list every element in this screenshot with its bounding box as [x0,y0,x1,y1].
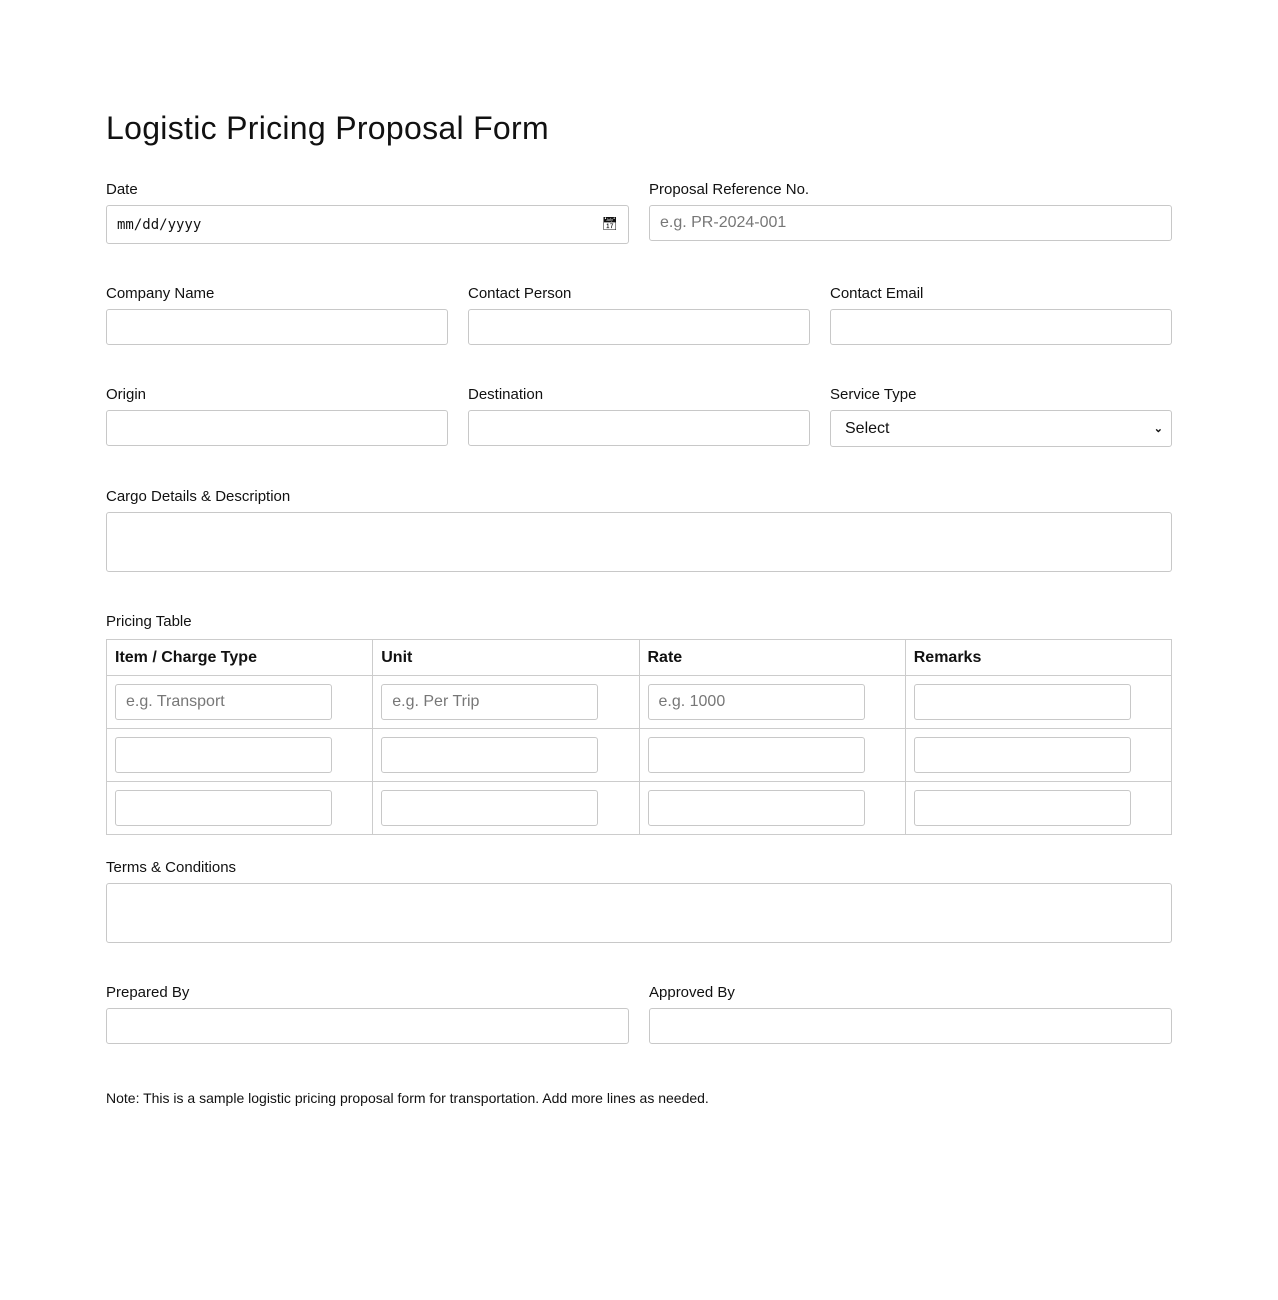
company-input[interactable] [106,309,448,345]
table-row [107,782,1172,835]
calendar-icon[interactable]: 📅︎ [601,217,618,232]
chevron-down-icon: ⌄ [1153,423,1163,435]
pricing-table [106,639,1172,835]
remarks-input[interactable] [914,684,1131,720]
rate-input[interactable] [648,790,865,826]
terms-textarea[interactable] [106,883,1172,943]
destination-label: Destination [468,386,544,403]
approved-label: Approved By [649,984,735,1001]
email-input[interactable] [830,309,1172,345]
cargo-textarea[interactable] [106,512,1172,572]
col-remarks: Remarks [905,640,1171,676]
pricing-label: Pricing Table [106,613,192,630]
table-row [107,729,1172,782]
service-label: Service Type [830,386,917,403]
item-input[interactable] [115,790,332,826]
rate-input[interactable] [648,737,865,773]
service-value: Select [845,419,890,437]
date-label: Date [106,181,138,198]
terms-label: Terms & Conditions [106,859,237,876]
table-row [107,676,1172,729]
rate-input[interactable]: e.g. 1000 [648,684,865,720]
destination-input[interactable] [468,410,810,446]
service-type-select[interactable] [830,410,1172,447]
contact-label: Contact Person [468,285,572,302]
company-label: Company Name [106,285,215,302]
date-input[interactable] [106,205,629,244]
footer-note: Note: This is a sample logistic pricing proposal form for transportation. Add more lines as needed. [106,1090,709,1106]
col-rate: Rate [639,640,905,676]
page-title: Logistic Pricing Proposal Form [106,110,549,146]
ref-input[interactable]: e.g. PR-2024-001 [649,205,1172,241]
origin-label: Origin [106,386,147,403]
item-input[interactable]: e.g. Transport [115,684,332,720]
unit-input[interactable]: e.g. Per Trip [381,684,598,720]
unit-input[interactable] [381,790,598,826]
origin-input[interactable] [106,410,448,446]
unit-input[interactable] [381,737,598,773]
contact-input[interactable] [468,309,810,345]
col-item: Item / Charge Type [107,640,373,676]
cargo-label: Cargo Details & Description [106,488,291,505]
prepared-label: Prepared By [106,984,190,1001]
date-placeholder: mm/dd/yyyy [117,216,202,233]
col-unit: Unit [373,640,639,676]
approved-input[interactable] [649,1008,1172,1044]
remarks-input[interactable] [914,737,1131,773]
prepared-input[interactable] [106,1008,629,1044]
remarks-input[interactable] [914,790,1131,826]
table-header-row [107,640,1172,676]
ref-label: Proposal Reference No. [649,181,810,198]
item-input[interactable] [115,737,332,773]
email-label: Contact Email [830,285,924,302]
